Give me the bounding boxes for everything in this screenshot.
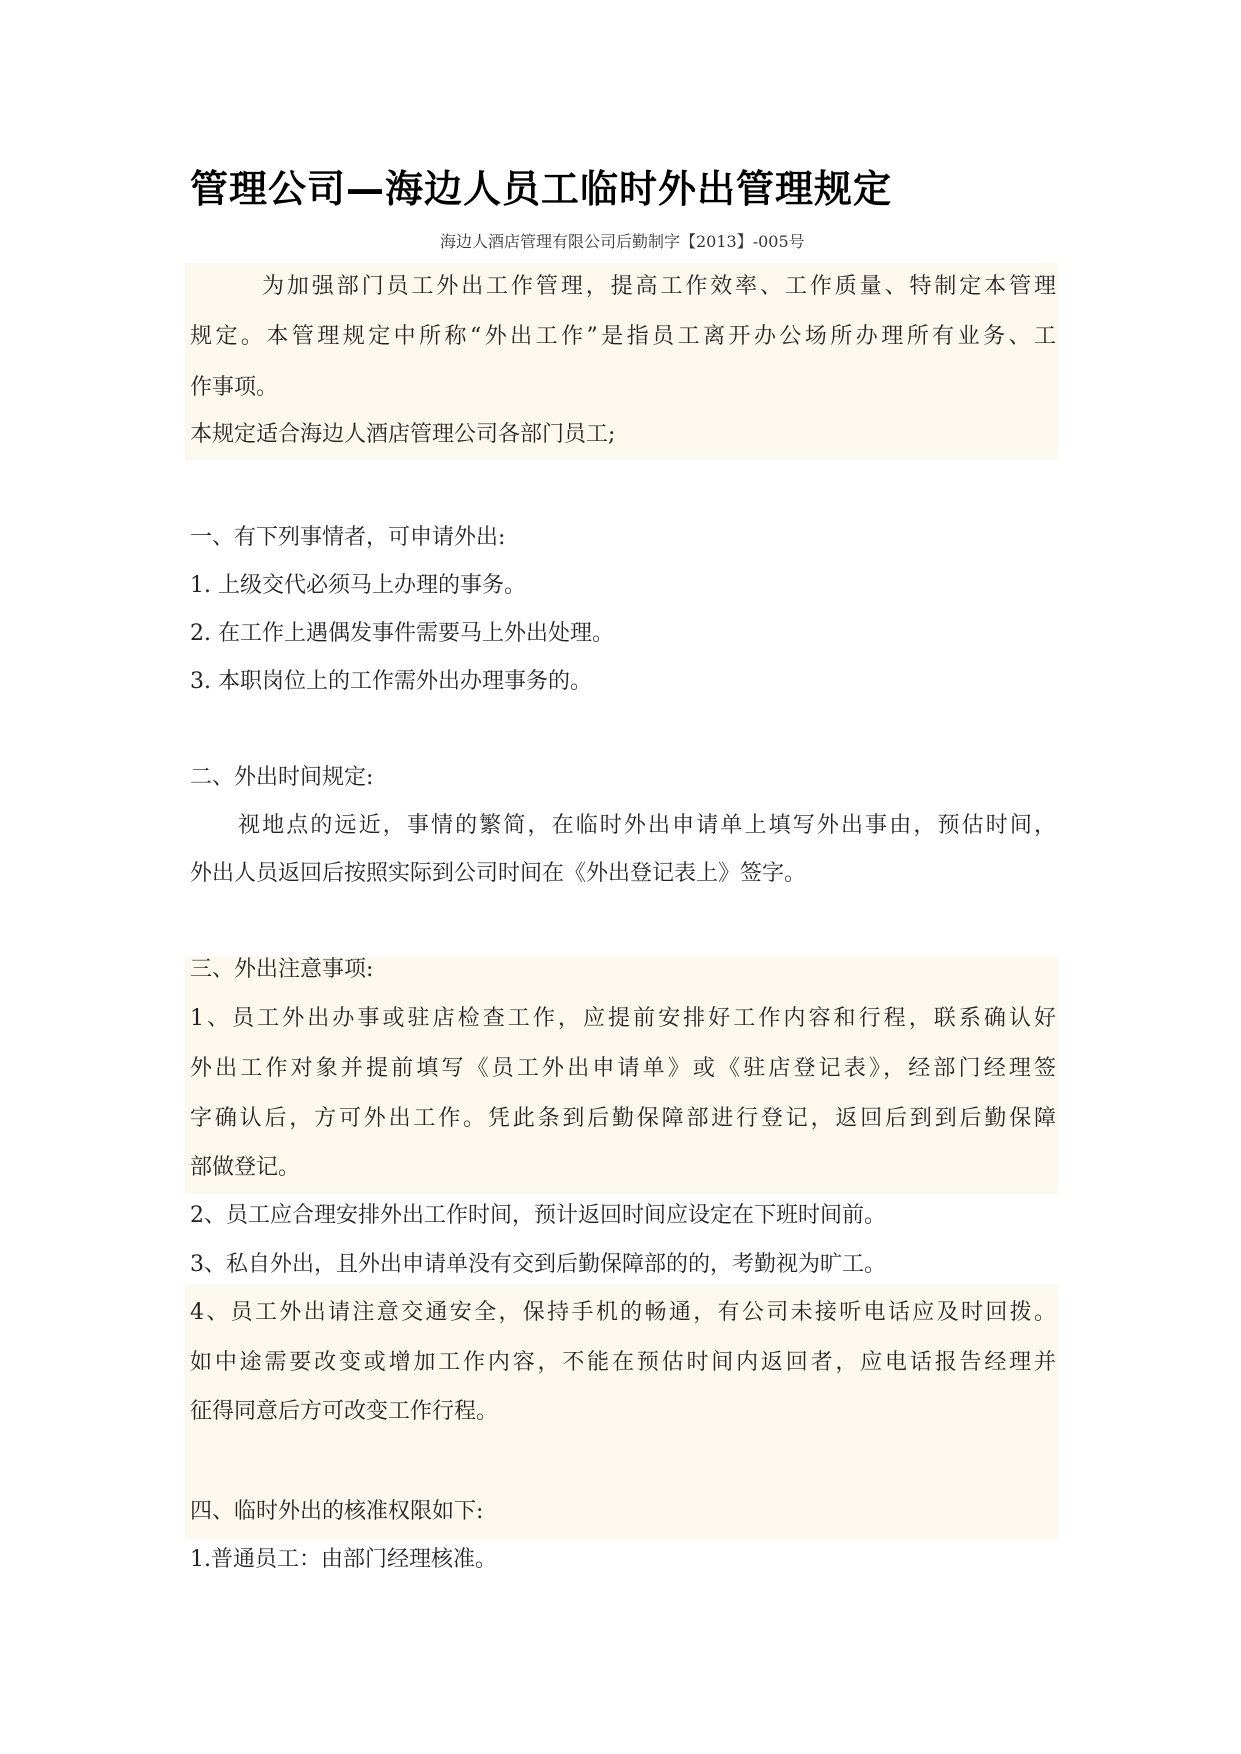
section1-item: 1. 上级交代必须马上办理的事务。 (190, 573, 526, 598)
section1-item: 2. 在工作上遇偶发事件需要马上外出处理。 (190, 621, 614, 646)
section3-item3: 3、私自外出，且外出申请单没有交到后勤保障部的的，考勤视为旷工。 (190, 1252, 886, 1277)
section1-item: 3. 本职岗位上的工作需外出办理事务的。 (190, 669, 592, 694)
section3-item4-line: 4、员工外出请注意交通安全，保持手机的畅通，有公司未接听电话应及时回拨。 (190, 1300, 1056, 1325)
section2-heading: 二、外出时间规定: (190, 765, 374, 790)
section2-line-1: 视地点的远近，事情的繁简，在临时外出申请单上填写外出事由，预估时间， (238, 813, 1056, 838)
section3-item1-line: 字确认后，方可外出工作。凭此条到后勤保障部进行登记，返回后到到后勤保障 (190, 1106, 1056, 1131)
intro-line-2: 规定。本管理规定中所称“外出工作”是指员工离开办公场所办理所有业务、工 (190, 324, 1056, 349)
section3-heading: 三、外出注意事项: (190, 957, 374, 982)
document-number: 海边人酒店管理有限公司后勤制字【2013】-005号 (440, 232, 805, 251)
section3-item1-line: 1、员工外出办事或驻店检查工作，应提前安排好工作内容和行程，联系确认好 (190, 1006, 1056, 1031)
section3-item4-line: 如中途需要改变或增加工作内容，不能在预估时间内返回者，应电话报告经理并 (190, 1350, 1056, 1375)
section2-line-2: 外出人员返回后按照实际到公司时间在《外出登记表上》签字。 (190, 861, 807, 886)
section1-heading: 一、有下列事情者，可申请外出: (190, 525, 506, 550)
section4-heading: 四、临时外出的核准权限如下: (190, 1499, 484, 1524)
page-title: 管理公司—海边人员工临时外出管理规定 (190, 167, 893, 211)
intro-line-3: 作事项。 (190, 375, 279, 400)
section3-item4-line: 征得同意后方可改变工作行程。 (190, 1399, 499, 1424)
section3-item1-line: 部做登记。 (190, 1155, 301, 1180)
section3-item1-line: 外出工作对象并提前填写《员工外出申请单》或《驻店登记表》，经部门经理签 (190, 1056, 1056, 1081)
intro-line-4: 本规定适合海边人酒店管理公司各部门员工; (190, 422, 616, 447)
section4-item: 1.普通员工：由部门经理核准。 (190, 1547, 497, 1572)
section3-item2: 2、员工应合理安排外出工作时间，预计返回时间应设定在下班时间前。 (190, 1203, 886, 1228)
intro-line-1: 为加强部门员工外出工作管理，提高工作效率、工作质量、特制定本管理 (262, 274, 1056, 299)
